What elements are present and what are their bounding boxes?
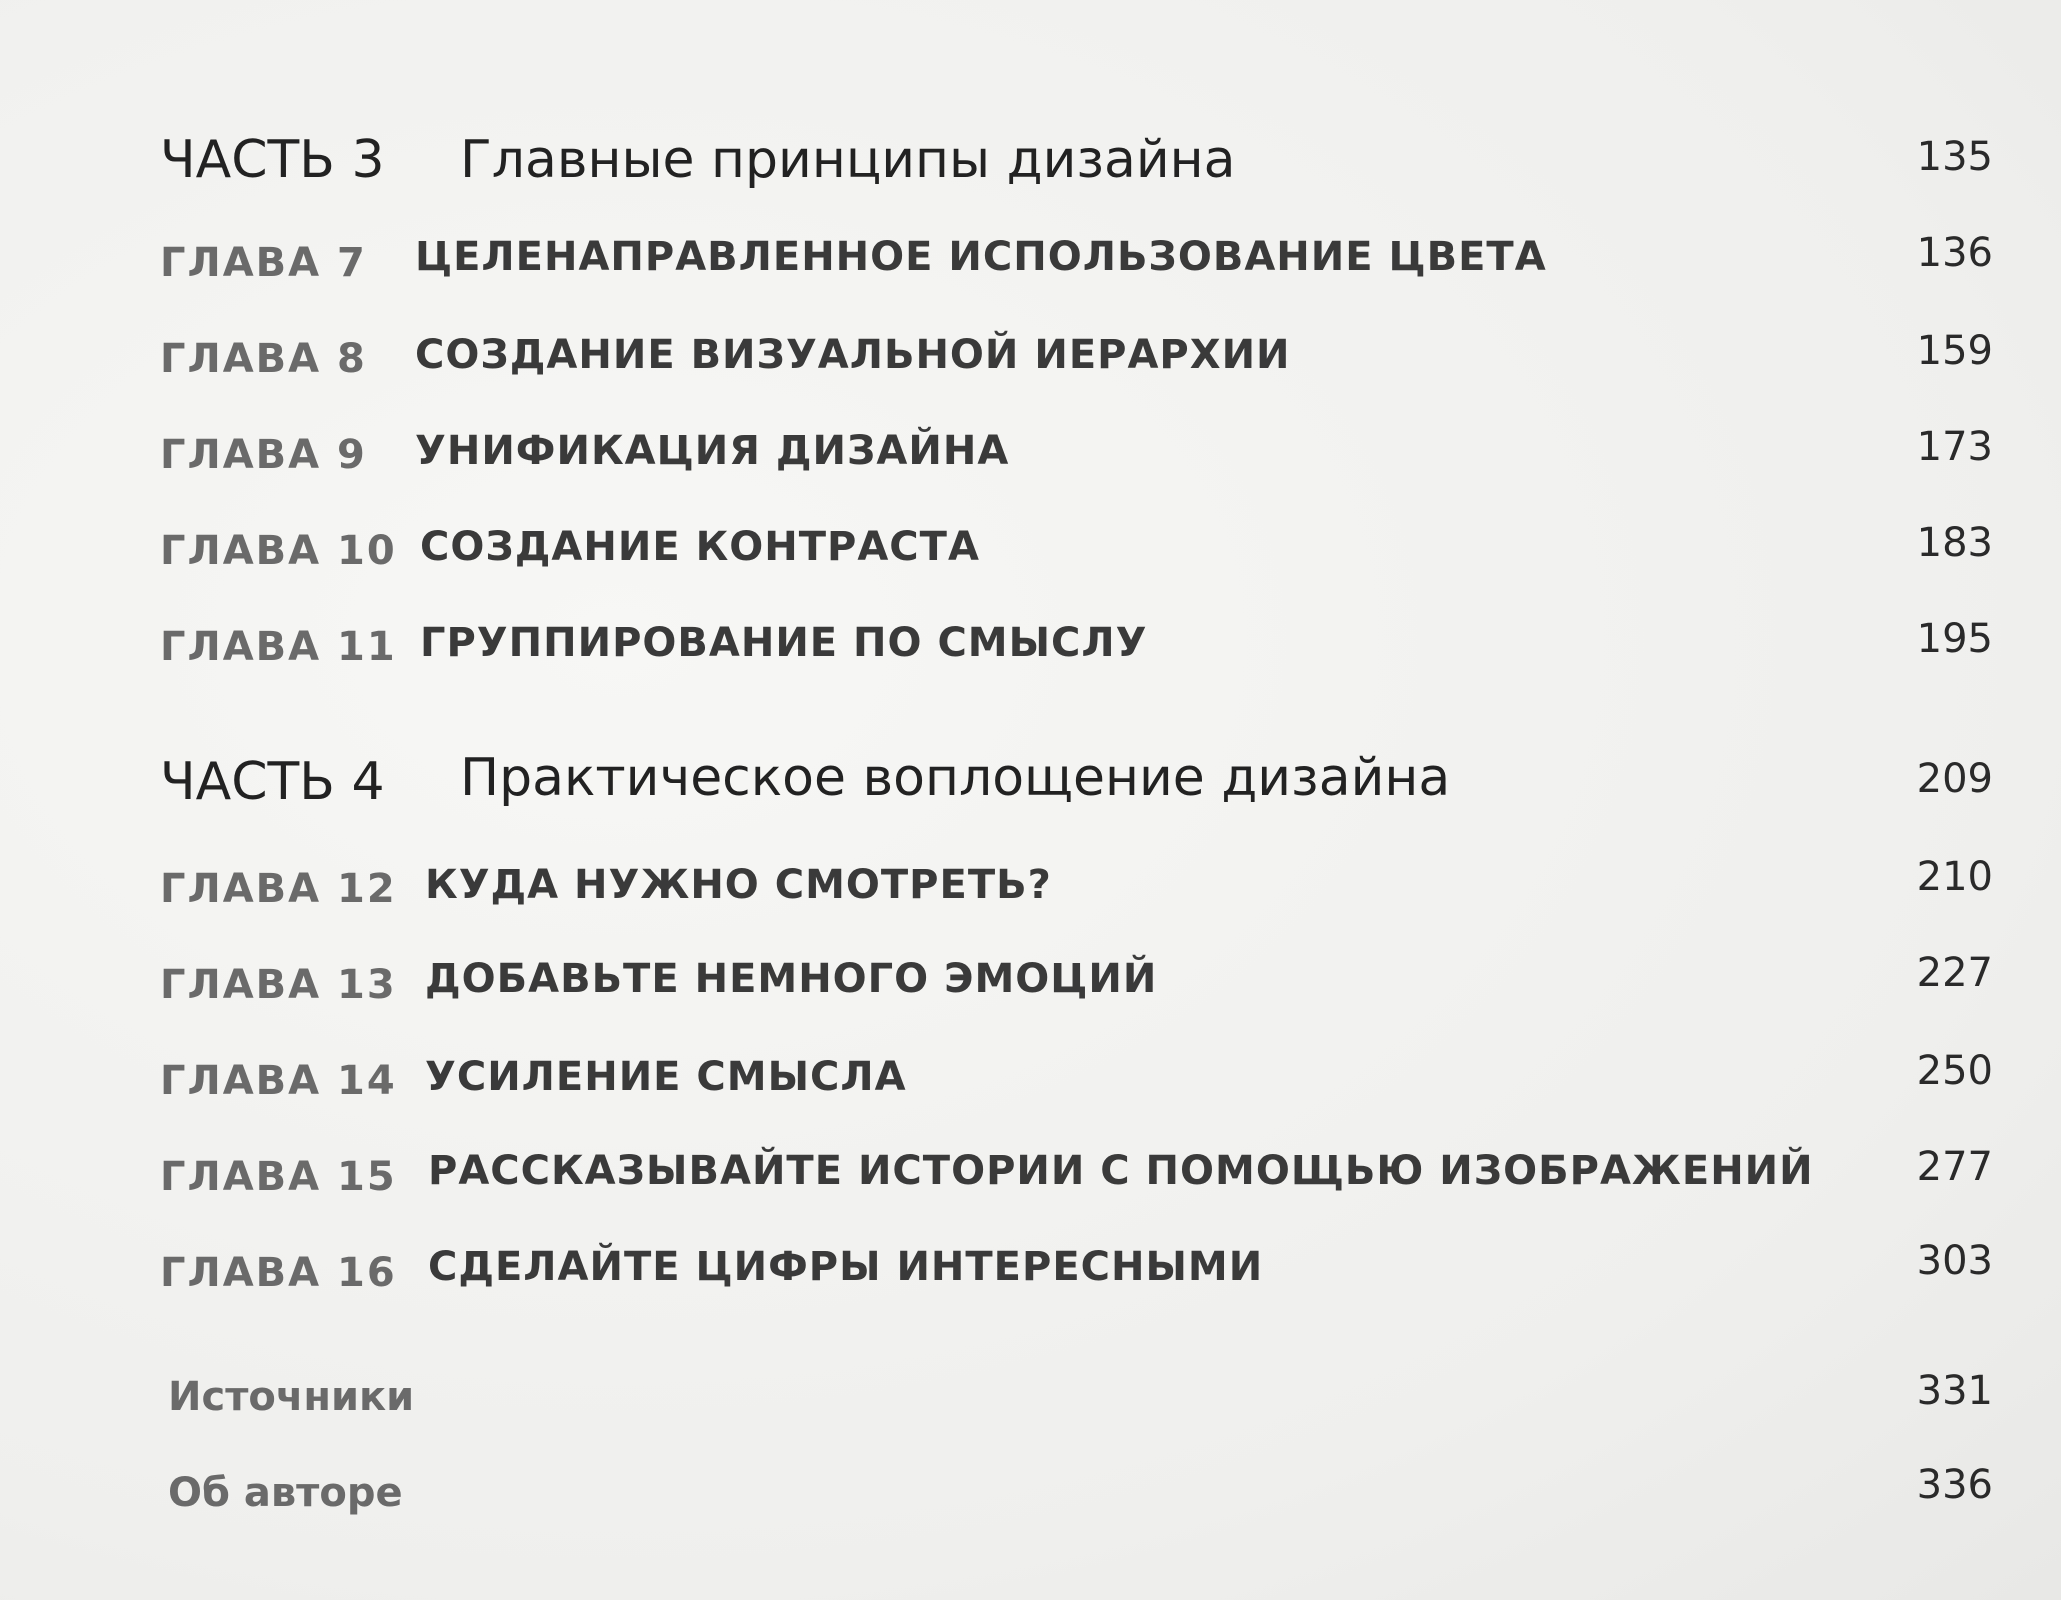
page-number: 277 — [1916, 1144, 1993, 1190]
chapter-label: ГЛАВА 9 — [160, 432, 367, 478]
chapter-label: ГЛАВА 16 — [160, 1250, 397, 1296]
page-number: 303 — [1916, 1238, 1993, 1284]
page-number: 227 — [1916, 950, 1993, 996]
chapter-title: СДЕЛАЙТЕ ЦИФРЫ ИНТЕРЕСНЫМИ — [428, 1244, 1264, 1290]
chapter-title: СОЗДАНИЕ ВИЗУАЛЬНОЙ ИЕРАРХИИ — [415, 332, 1291, 378]
chapter-title: УНИФИКАЦИЯ ДИЗАЙНА — [415, 428, 1010, 474]
chapter-label: ГЛАВА 15 — [160, 1154, 397, 1200]
chapter-label: ГЛАВА 12 — [160, 866, 397, 912]
page-number: 159 — [1916, 328, 1993, 374]
chapter-title: ЦЕЛЕНАПРАВЛЕННОЕ ИСПОЛЬЗОВАНИЕ ЦВЕТА — [415, 234, 1547, 280]
page-number: 183 — [1916, 520, 1993, 566]
part-title: Главные принципы дизайна — [460, 130, 1236, 190]
page-number: 136 — [1916, 230, 1993, 276]
extra-label: Источники — [168, 1374, 415, 1420]
page-number: 135 — [1916, 134, 1993, 180]
chapter-title: КУДА НУЖНО СМОТРЕТЬ? — [425, 862, 1052, 908]
chapter-title: ГРУППИРОВАНИЕ ПО СМЫСЛУ — [420, 620, 1148, 666]
page-number: 250 — [1916, 1048, 1993, 1094]
part-label: ЧАСТЬ 4 — [160, 752, 385, 812]
chapter-title: СОЗДАНИЕ КОНТРАСТА — [420, 524, 980, 570]
part-title: Практическое воплощение дизайна — [460, 748, 1451, 808]
page-number: 210 — [1916, 854, 1993, 900]
page-number: 336 — [1916, 1462, 1993, 1508]
chapter-label: ГЛАВА 8 — [160, 336, 367, 382]
chapter-label: ГЛАВА 14 — [160, 1058, 397, 1104]
chapter-label: ГЛАВА 11 — [160, 624, 397, 670]
chapter-title: ДОБАВЬТЕ НЕМНОГО ЭМОЦИЙ — [425, 956, 1158, 1002]
page-number: 209 — [1916, 756, 1993, 802]
part-label: ЧАСТЬ 3 — [160, 130, 385, 190]
page-number: 173 — [1916, 424, 1993, 470]
page-number: 331 — [1916, 1368, 1993, 1414]
chapter-title: УСИЛЕНИЕ СМЫСЛА — [425, 1054, 907, 1100]
extra-label: Об авторе — [168, 1470, 403, 1516]
chapter-title: РАССКАЗЫВАЙТЕ ИСТОРИИ С ПОМОЩЬЮ ИЗОБРАЖЕНИЙ — [428, 1148, 1814, 1194]
chapter-label: ГЛАВА 7 — [160, 240, 367, 286]
chapter-label: ГЛАВА 10 — [160, 528, 397, 574]
chapter-label: ГЛАВА 13 — [160, 962, 397, 1008]
page-number: 195 — [1916, 616, 1993, 662]
